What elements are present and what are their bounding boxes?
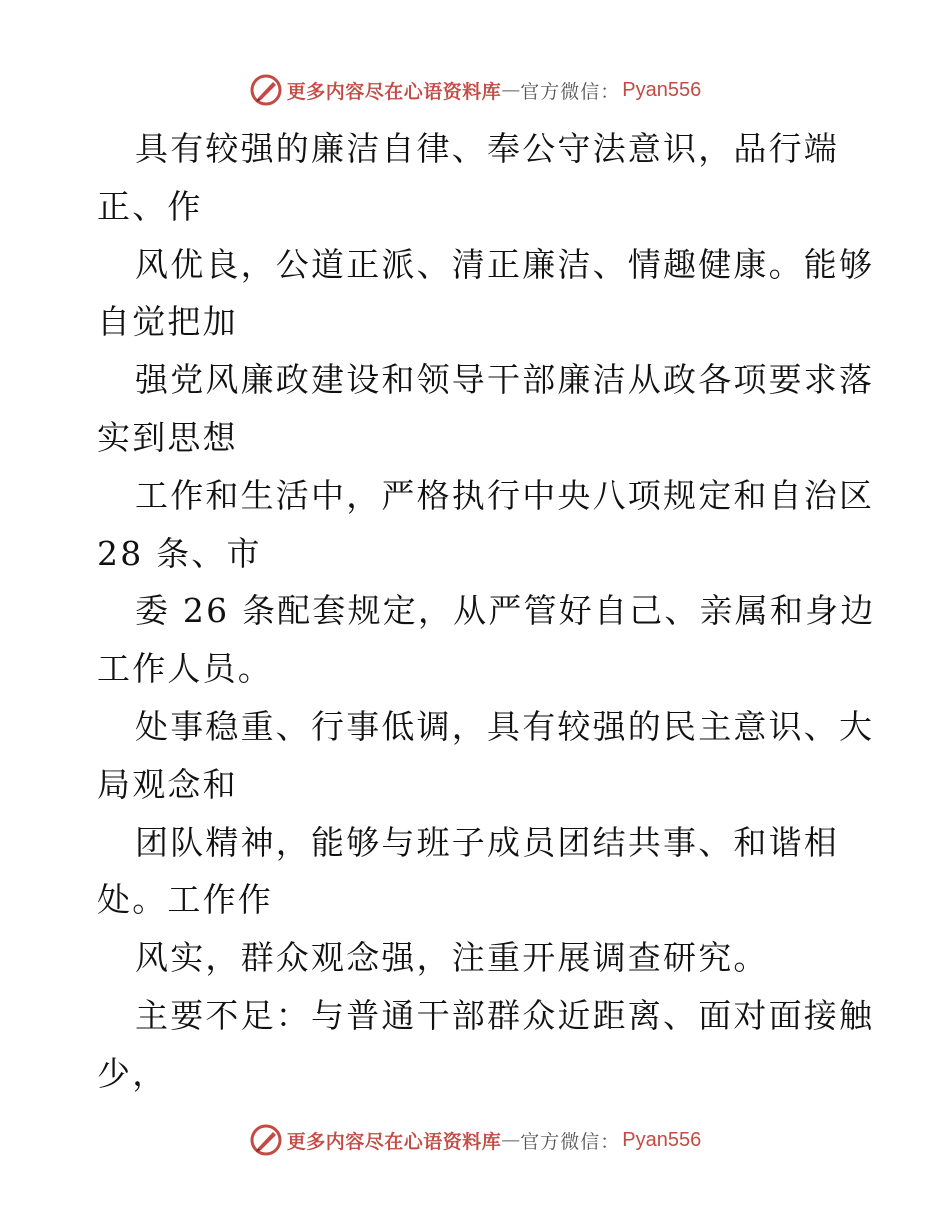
text-line: 处事稳重、行事低调，具有较强的民主意识、大 [135,706,875,746]
banner-wechat-id: Pyan556 [622,78,702,101]
text-line: 正、作 [97,186,203,226]
text-line: 团队精神，能够与班子成员团结共事、和谐相 [135,822,839,862]
document-body [97,120,876,1103]
text-line: 工作和生活中，严格执行中央八项规定和自治区 [135,475,875,515]
text-line: 实到思想 [97,417,238,457]
banner-separator: — [501,1129,521,1151]
text-line: 风实，群众观念强，注重开展调查研究。 [135,938,769,978]
text-line: 局观念和 [97,764,238,804]
footer-banner [0,1120,950,1160]
text-line: 自觉把加 [97,302,238,342]
text-line: 28 条、市 [97,533,262,573]
banner-wechat-id: Pyan556 [622,1128,702,1151]
text-line: 主要不足：与普通干部群众近距离、面对面接触 [135,995,875,1035]
text-line: 工作人员。 [97,649,273,689]
pen-logo-icon [249,73,283,107]
banner-account-label: 官方微信： [520,1130,621,1153]
banner-title: 更多内容尽在心语资料库 [286,1130,502,1153]
text-line: 委 26 条配套规定，从严管好自己、亲属和身边 [135,591,876,631]
text-line: 具有较强的廉洁自律、奉公守法意识，品行端 [135,129,839,168]
text-line: 风优良，公道正派、清正廉洁、情趣健康。能够 [135,244,875,284]
banner-account-label: 官方微信： [520,80,621,103]
pen-logo-icon [249,1123,283,1157]
text-line: 少， [97,1053,168,1093]
text-line: 强党风廉政建设和领导干部廉洁从政各项要求落 [135,360,875,400]
text-line: 处。工作作 [97,880,273,920]
header-banner [0,70,950,110]
banner-title: 更多内容尽在心语资料库 [286,80,502,103]
banner-separator: — [501,79,521,101]
